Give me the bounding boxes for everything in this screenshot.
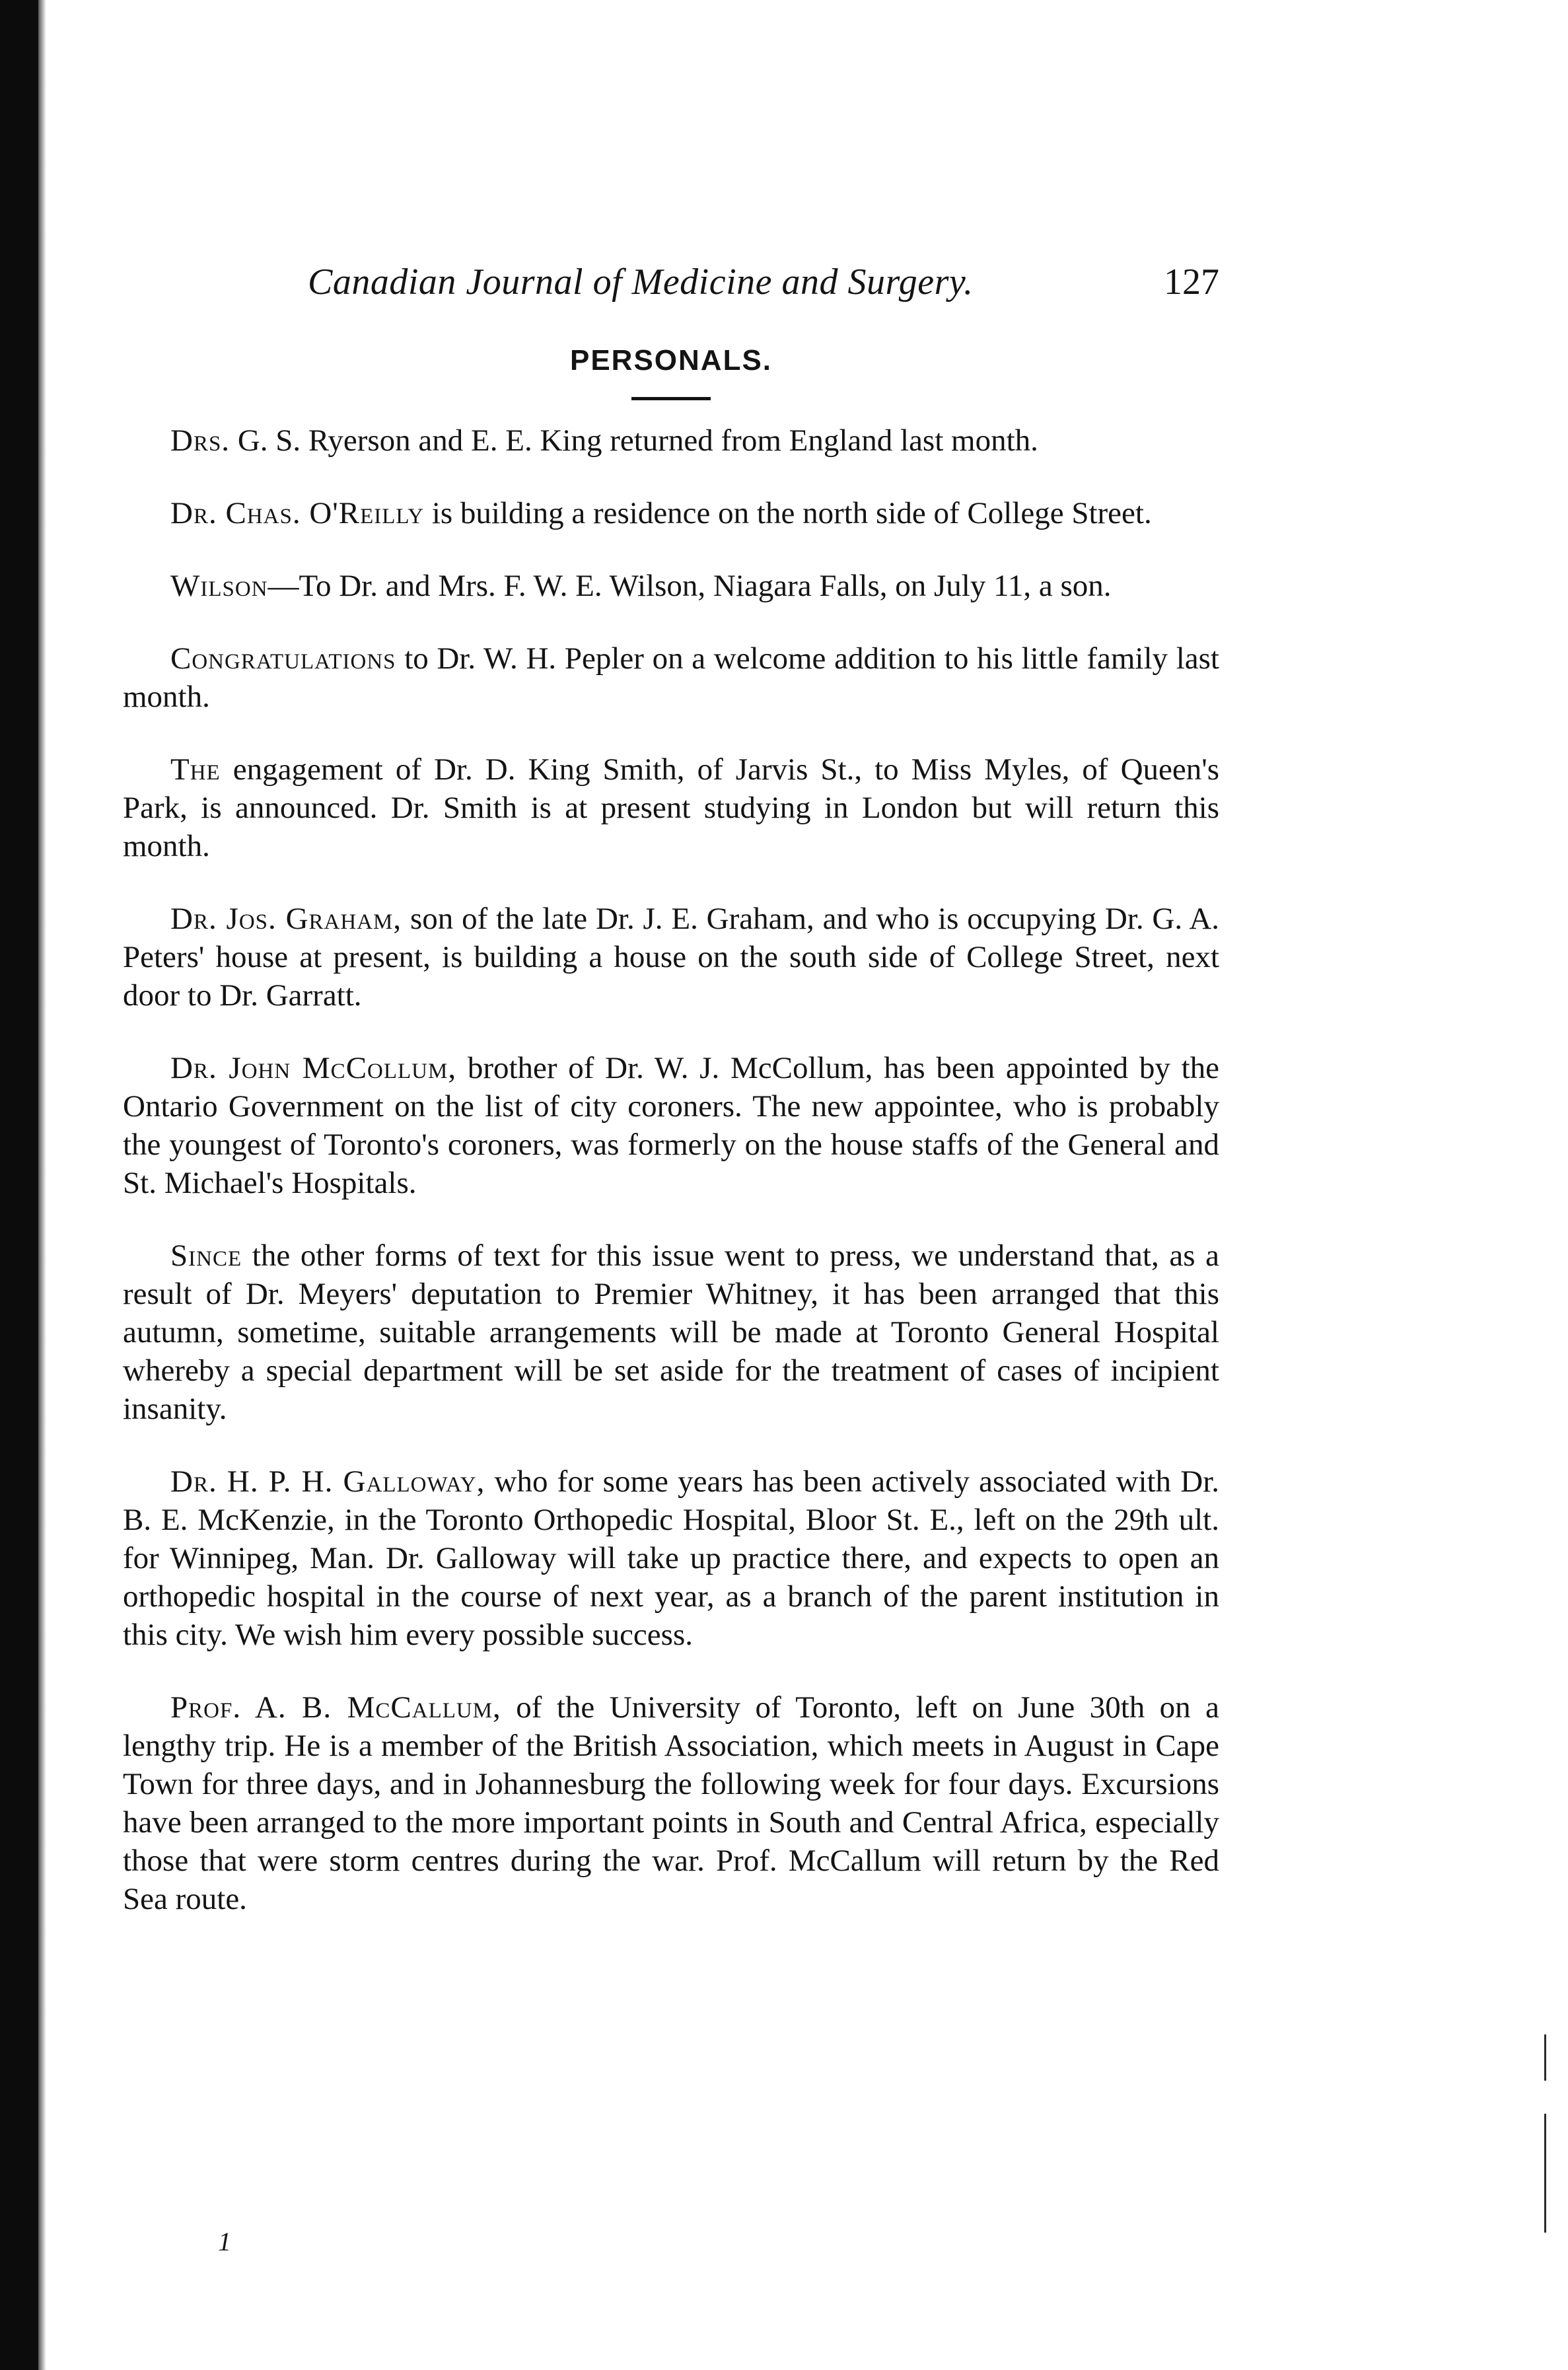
personal-item [123,1688,1219,1918]
personal-lead: Since [170,1239,242,1273]
personals-list [123,421,1219,1918]
section-title: PERSONALS. [569,344,773,377]
personal-text: brother of Dr. W. J. McCollum, has been appointed by the Ontario Government on the list of city coroners. The new appointee, who is probably the youngest of Toronto's coroners, was formerly on the house staffs of the General and St. Michael's Hospitals. [123,1051,1220,1200]
page-number: 127 [1164,262,1219,303]
personal-item [123,900,1219,1015]
personal-text: engagement of Dr. D. King Smith, of Jarvis St., to Miss Myles, of Queen's Park, is announced. Dr. Smith is at present studying in London but will return this month. [123,752,1220,863]
journal-page [123,261,1219,1953]
personal-lead: Wilson [170,569,268,603]
personal-lead: Prof. A. B. McCallum, [170,1690,501,1725]
section-divider [631,397,711,400]
personal-item [123,750,1219,865]
scan-binding-shadow [38,0,46,2370]
personal-text: the other forms of text for this issue went to press, we understand that, as a result of Dr. Meyers' deputation to Premier Whitney, it has been arranged that this autumn, sometime, suitable arrangements will be made at Toronto General Hospital whereby a special department will be set aside for the treatment of cases of incipient insanity. [123,1239,1219,1426]
personal-text: —To Dr. and Mrs. F. W. E. Wilson, Niagara Falls, on July 11, a son. [267,569,1112,603]
personal-text: of the University of Toronto, left on June 30th on a lengthy trip. He is a member of the British Association, which meets in August in Cape Town for three days, and in Johannesburg the following week for four days. Excursions have been arranged to the more important points in South and Central Africa, especially those that were storm centres during the war. Prof. McCallum will return by the Red Sea route. [123,1690,1219,1916]
personal-lead: The [170,752,221,787]
personal-lead: Dr. John McCollum, [170,1051,457,1085]
personal-text: who for some years has been actively associated with Dr. B. E. McKenzie, in the Toronto Orthopedic Hospital, Bloor St. E., left on the 29th ult. for Winnipeg, Man. Dr. Galloway will take up practice there, and expects to open an orthopedic hospital in the course of next year, as a branch of the parent institution in this city. We wish him every possible success. [123,1464,1220,1652]
personal-text: to Dr. W. H. Pepler on a welcome addition to his little family last month. [123,641,1219,714]
personal-text: G. S. Ryerson and E. E. King returned from England last month. [237,423,1038,458]
personal-text: son of the late Dr. J. E. Graham, and who is occupying Dr. G. A. Peters' house at present, is building a house on the south side of College Street, next door to Dr. Garratt. [123,902,1220,1013]
personal-item [123,1462,1219,1654]
personal-item [123,567,1219,605]
personal-lead: Congratulations [170,641,396,676]
personal-item [123,639,1219,716]
personal-item [123,1049,1219,1202]
scan-artifact-line [1544,2114,1546,2233]
personal-lead: Dr. Jos. Graham, [170,902,402,936]
personal-item [123,421,1219,460]
personal-lead: Dr. H. P. H. Galloway, [170,1464,485,1499]
scan-binding-edge [0,0,38,2370]
personal-item [123,1237,1219,1428]
personal-item [123,494,1219,532]
running-title: Canadian Journal of Medicine and Surgery. [308,262,974,303]
scan-artifact-line [1544,2034,1546,2081]
page-header [123,261,1219,314]
personal-lead: Dr. Chas. O'Reilly [170,496,425,530]
footer-mark: 1 [218,2227,231,2256]
personal-lead: Drs. [170,423,231,458]
personal-text: is building a residence on the north side of College Street. [431,496,1152,530]
